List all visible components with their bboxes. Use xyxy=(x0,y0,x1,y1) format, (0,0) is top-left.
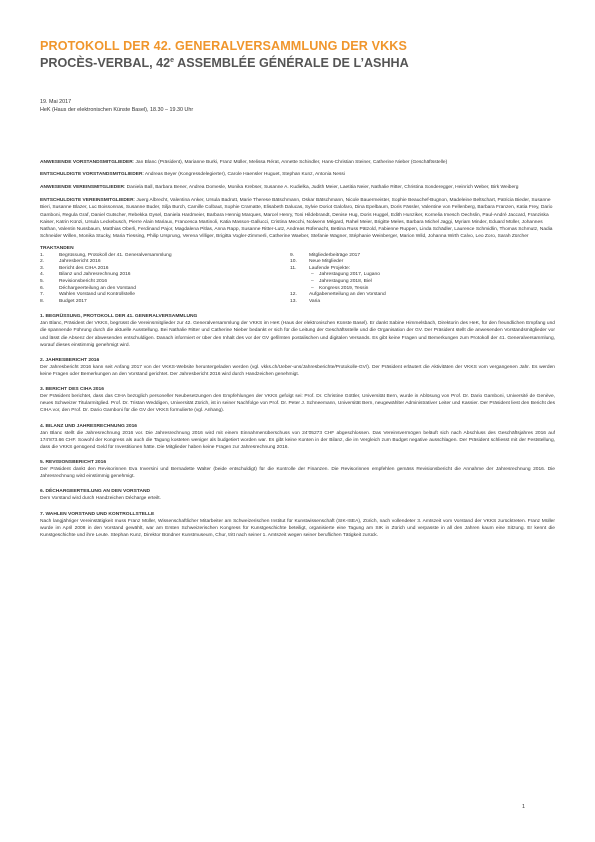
section-balance xyxy=(40,423,555,451)
section-heading: 5. REVISIONSBERICHT 2016 xyxy=(40,460,107,466)
page-number: 1 xyxy=(521,804,525,810)
section-heading: 1. BEGRÜSSUNG, PROTOKOLL DER 41. GENERALVERSAMMLUNG xyxy=(40,314,198,320)
section-heading: 3. BERICHT DES CIHA 2016 xyxy=(40,387,104,393)
agenda-right-column xyxy=(290,253,555,305)
section-greeting xyxy=(40,313,555,349)
agenda-subitem-text: Jahrestagung 2017, Lugano xyxy=(319,272,380,278)
agenda-left-column xyxy=(40,253,290,305)
section-heading: 6. DÉCHARGEERTEILUNG AN DEN VORSTAND xyxy=(40,489,151,495)
agenda-text: Wahlen Vorstand und Kontrollstelle xyxy=(59,292,135,298)
attendance-label: ANWESENDE VORSTANDSMITGLIEDER xyxy=(40,159,133,165)
agenda-number: 12. xyxy=(290,292,297,298)
section-ciha-report xyxy=(40,386,555,414)
section-body: Jan Blanc, Präsident der VKKS, begrüsst die Vereinsmitglieder zur 42. Generalversammlung der VKKS im HeK (Haus der elektronischen Künste Basel). Er dankt Sabine Himmelsbach, Direktorin des HeK, für den freundlichen Empfang und die spannende Führung durch die aktuelle Ausstellung. Bei Nathalie Ritter und Catherine Nieber bedankt er sich für die Leitung der Geschäftsstelle und die Organisation der GV. Der Präsident stellt die anwesenden Vorstandsmitglieder vor und lässt die Absenz der abwesenden entschuldigen. Danach informiert er über den Inhalt des vor der GV gefilmten postalischen und digitalen Versands. Es gibt keine Fragen und Bemerkungen zum Protokoll der 41. Generalversammlung, worauf dieses einstimmig genehmigt wird. xyxy=(40,321,555,348)
agenda-item xyxy=(40,299,290,306)
agenda-text: Varia xyxy=(309,298,321,304)
agenda-text: Neue Mitglieder xyxy=(309,259,344,265)
agenda-item xyxy=(290,299,555,306)
attendance-label: ENTSCHULDIGTE VORSTANDSMITGLIEDER xyxy=(40,172,143,178)
agenda-subitem-text: Kongress 2019, Tessin xyxy=(319,285,369,291)
agenda-number: 10. xyxy=(290,259,297,265)
section-heading: 2. JAHRESBERICHT 2016 xyxy=(40,357,100,363)
title-german: PROTOKOLL DER 42. GENERALVERSAMMLUNG DER VKKS xyxy=(40,39,407,53)
section-body: Der Präsident berichtet, dass das CIHA bezüglich personeller Neubesetzungen den Empfehlungen der VKKS gefolgt sei: Prof. Dr. Christine Göttler, Universität Bern, wurde in Ablösung von Prof. Dr. Dario Gamboni, Université de Genève, neues Schweizer Titularmitglied. Prof. Dr. Tristan Weddigen, Universität Zürich, ist in seiner Nachfolge von Prof. Dr. Peter J. Schneemann, Universität Bern, neugewählter Administrativer Leiter und Kassier. Der Präsident liest den Bericht des CIHA vor, den Prof. Dr. Dario Gamboni für die GV der VKKS formulierte (vgl. Anhang). xyxy=(40,394,555,414)
agenda-subitem-text: Jahrestagung 2018, Biel xyxy=(319,279,372,284)
title-french-part: PROCÈS-VERBAL, 42 xyxy=(40,56,171,71)
agenda-text: Laufende Projekte: xyxy=(309,265,351,271)
section-heading: 4. BILANZ UND JAHRESRECHNUNG 2016 xyxy=(40,423,138,429)
agenda-number: 5. xyxy=(40,279,45,284)
attendance-members-excused xyxy=(40,197,555,241)
section-body: Nach langjähriger Vereinstätigkeit muss Franz Müller, Wissenschaftlicher Mitarbeiter am Schweizerischen Institut für Kunstwissenschaft (SIK-ISEA), Zürich, nach vollendeter 3. Amtszeit vom Vorstand der VKKS zurücktreten. Franz Müller wurde im April 2008 in den Vorstand gewählt, war am Ersten Schweizerischen Kongress für Kunstgeschichte beteiligt, organisierte eine Tagung am SIK in Zürich und verpasste in all den Jahren kaum eine Sitzung. Er kennt die Kunstgeschichte und ihre Leute. Stephan Kunz, Direktor Bündner Kunstmuseum, Chur, tritt nach seiner 1. Amtszeit wegen seiner beruflichen Tätigkeit zurück. xyxy=(40,518,555,538)
dash-icon: – xyxy=(311,279,314,284)
agenda-title: TRAKTANDEN xyxy=(40,246,74,252)
attendance-members-present xyxy=(40,184,555,191)
attendance-names: : Juerg Albrecht, Valentina Anker, Ursula Badrutt, Marie Therese Bätschmann, Oskar Bätschmann, Nicole Bauermeister, Sophie Beauchef-Bugnon, Madeleine Beltschart, Patricia Bieder, Susanne Bieri, Susanne Blazer, Luc Boissonnas, Susanne Buder, Silja Burch, Camille Colbaut, Sophie Cramatte, Elisabeth Dalucas, Sylvie Doriot Galofaro, Dina Epelbaum, Doris Fässler, Valentine von Fellenberg, Barbara Franzen, Katia Frey, Dario Gamboni, Regula Graf, Daniel Gutscher, Rebekka Gysel, Daniela Hardmeier, Barbara Hennig Marques, Marcel Henry, Toni Hildebrandt, Denise Hug, Doris Huggel, Edith Hunziker, Kornelia Imesch Oechslin, Paul-André Jaccard, Franziska Kaiser, Katrin Künzi, Ursula Leckebusch, Pierre Alain Mariaux, Francesca Martinoli, Katia Masson-Gallucci, Cristina Mecchi, Nolwenn Mégard, Rahel Meier, Brigitte Meles, Barbara Michel Jaggi, Myriam Minder, Eduard Müller, Johannes Nathan, Valentin Nussbaum, Matthias Oberli, Ferdinand Pajor, Magdalena Pitlas, Anna Rapp, Susanne Ritter-Lutz, Andreas Rüfenacht, Bettina Russ Pätzold, Fabienne Ruppen, Linda Schädler, Laurence Schmidlin, Thomas Schmutz, Nadia Schneider Willen, Monika Stucky, Maria Tiessing, Philip Ursprung, Verena Villiger, Brigitta Vogler-Zimmerli, Catherine Waeber, Stefanie Wagner, Stéphanie Weinberger, Marion Wild, Johanna Wirth Calvo, Leo Zoro, Sarah Zürcher xyxy=(40,197,553,240)
agenda-number: 6. xyxy=(40,285,45,291)
agenda-number: 7. xyxy=(40,292,45,298)
agenda-text: Déchargeerteilung an den Vorstand xyxy=(59,285,136,291)
meeting-info xyxy=(40,98,555,114)
attendance-names: : Jan Blanc (Präsident), Marianne Burki, Franz Müller, Melissa Rérat, Annette Schindler, Hans-Christian Steiner, Catherine Nieber (Geschäftsstelle) xyxy=(132,159,448,165)
agenda-number: 8. xyxy=(40,298,45,304)
attendance-board-excused xyxy=(40,171,555,178)
agenda-number: 13. xyxy=(290,298,297,304)
agenda-text: Bilanz und Jahresrechnung 2016 xyxy=(59,272,131,278)
dash-icon: – xyxy=(311,272,314,278)
document-page xyxy=(40,40,555,539)
title-french-superscript: e xyxy=(170,57,175,64)
section-elections xyxy=(40,511,555,539)
section-audit-report xyxy=(40,459,555,480)
section-heading: 7. WAHLEN VORSTAND UND KONTROLLSTELLE xyxy=(40,511,155,517)
agenda-number: 9. xyxy=(290,252,295,258)
section-discharge xyxy=(40,488,555,502)
section-body: Jan Blanc stellt die Jahresrechnung 2016 vor. Die Jahresrechnung 2016 wird mit einem Einnahmenüberschuss von 24’05273 CHF abgeschlossen. Das Vereinsvermögen beläuft sich nach Abschluss des Geschäftsjahres 2016 auf 174’873.66 CHF. Sowohl der Kongress als auch die Tagung kosteten weniger als budgetiert worden war. Es gibt keine Konten in der Bilanz, die im Vergleich zum Budget negative ausschlagen. Der Präsident schliesst mit der Feststellung, dass die VKKS genügend Geld für Investitionen hätte. Die Mitglieder haben keine Fragen zur Jahresrechnung 2016. xyxy=(40,430,555,450)
agenda-text: Aufgabenerteilung an den Vorstand xyxy=(309,292,386,298)
section-annual-report xyxy=(40,357,555,378)
agenda-number: 11. xyxy=(290,265,297,271)
dash-icon: – xyxy=(311,285,314,291)
agenda-text: Revisionsbericht 2016 xyxy=(59,279,108,284)
meeting-date: 19. Mai 2017 xyxy=(40,99,72,106)
section-body: Der Jahresbericht 2016 kann seit Anfang 2017 von der VKKS-Website heruntergeladen werden (vgl. vkks.ch/Ueber-uns/Jahresberichte/Protokolle-GV/). Der Präsident erläutert die Aktivitäten der VKKS vom vergangenen Jahr. Es werden keine Fragen oder Bemerkungen an den Vorstand gerichtet. Der Jahresbericht 2016 wird durch Handzeichen genehmigt. xyxy=(40,364,555,377)
meeting-place: HeK (Haus der elektronischen Künste Basel), 18.30 – 19.30 Uhr xyxy=(40,107,194,114)
agenda-number: 3. xyxy=(40,265,45,271)
agenda-number: 1. xyxy=(40,252,45,258)
title-french-rest: ASSEMBLÉE GÉNÉRALE DE L’ASHHA xyxy=(174,56,409,71)
agenda-text: Mitgliederbeiträge 2017 xyxy=(309,252,361,258)
agenda-text: Bericht des CIHA 2016 xyxy=(59,265,109,271)
attendance-names: : Daniela Ball, Barbara Bener, Andrea Domesle, Monika Krebser, Susanne A. Kudielka, Judith Meier, Laetitia Neier, Nathalie Ritter, Christina Sonderegger, Heinrich Weber, Birk Weiberg xyxy=(123,185,519,191)
attendance-label: ENTSCHULDIGTE VEREINSMITGLIEDER xyxy=(40,197,134,203)
agenda-number: 4. xyxy=(40,272,45,278)
section-body: Dem Vorstand wird durch Handzeichen Décharge erteilt. xyxy=(40,496,161,502)
agenda-number: 2. xyxy=(40,259,45,265)
attendance-label: ANWESENDE VEREINSMITGLIEDER xyxy=(40,185,124,191)
attendance-list xyxy=(40,159,555,241)
section-body: Der Präsident dankt den Revisorinnen Eva Inversini und Bernadette Walter (beide entschuldigt) für die Kontrolle der Finanzen. Die Revisorinnen empfehlen gemäss Revisionsbericht die Annahme der Jahresrechnung 2016. Die Jahresrechnung wird einstimmig genehmigt. xyxy=(40,467,555,480)
agenda xyxy=(40,246,555,305)
agenda-text: Budget 2017 xyxy=(59,298,87,304)
agenda-text: Begrüssung, Protokoll der 41. Generalversammlung xyxy=(59,252,172,258)
attendance-board-present xyxy=(40,159,555,166)
agenda-text: Jahresbericht 2016 xyxy=(59,259,101,265)
attendance-names: : Andreas Beyer (Kongressdelegierter), Carole Haensler Huguet, Stephan Kunz, Antonia Nessi xyxy=(142,172,345,178)
title-french xyxy=(40,54,555,70)
